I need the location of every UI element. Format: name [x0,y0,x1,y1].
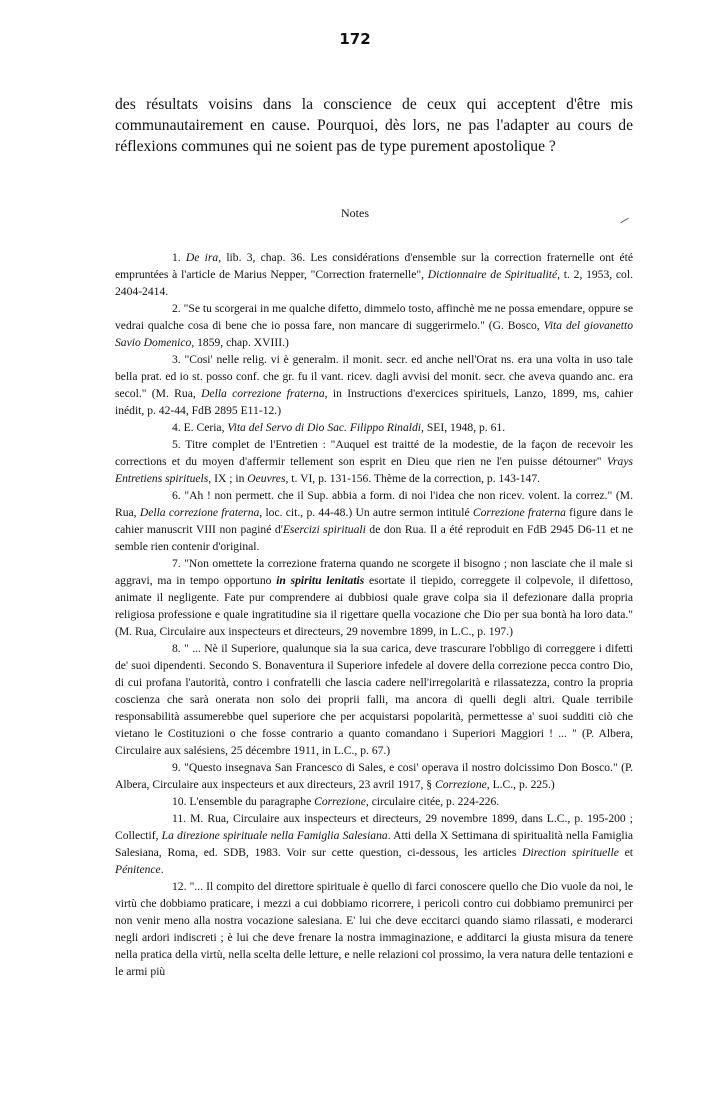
note-2: 2. "Se tu scorgerai in me qualche difetto, dimmelo tosto, affinchè me ne possa emendare, oppure se vedrai qualche cosa di bene che io possa fare, non mancare di suggerirmelo." (G. Bosco, Vita del giovanetto Savio Domenico, 1859, chap. XVIII.) [115,302,633,349]
note-1: 1. De ira, lib. 3, chap. 36. Les considérations d'ensemble sur la correction fraternelle ont été empruntées à l'article de Marius Nepper, "Correction fraternelle", Dictionnaire de Spiritualité, t. 2, 1953, col. 2404-2414. [115,251,634,298]
page-number: 172 [339,30,371,48]
note-12: 12. "... Il compito del direttore spirituale è quello di farci conoscere quello che Dio vuole da noi, le virtù che dobbiamo praticare, i mezzi a cui dobbiamo ricorrere, i pericoli contro cui dobbiamo premunirci per non venir meno alla nostra vocazione salesiana. E' lui che deve eccitarci quando siamo rilassati, e moderarci negli ardori indiscreti ; è lui che deve frenare la nostra immaginazione, e additarci la giusta misura da tenere nella pratica della virtù, nella scelta delle letture, e nelle relazioni col prossimo, la vera natura delle tentazioni e le armi più [115,880,633,978]
note-6: 6. "Ah ! non permett. che il Sup. abbia a form. di noi l'idea che non ricev. volent. la correz." (M. Rua, Della correzione fraterna, loc. cit., p. 44-48.) Un autre sermon intitulé Correzione fraterna figure dans le cahier manuscrit VIII non paginé d'Esercizi spirituali de don Rua. Il a été reproduit en FdB 2945 D6-11 et ne semble rien contenir d'original. [115,489,633,553]
note-4: 4. E. Ceria, Vita del Servo di Dio Sac. Filippo Rinaldi, SEI, 1948, p. 61. [172,421,506,434]
note-11: 11. M. Rua, Circulaire aux inspecteurs et directeurs, 29 novembre 1899, dans L.C., p. 195-200 ; Collectif, La direzione spirituale nella Famiglia Salesiana. Atti della X Settimana di spiritualità nella Famiglia Salesiana, Roma, ed. SDB, 1983. Voir sur cette question, ci-dessous, les articles Direction spirituelle et Pénitence. [115,812,634,876]
notes-heading: Notes [341,206,369,220]
note-8: 8. " ... Nè il Superiore, qualunque sia la sua carica, deve trascurare l'obbligo di correggere i difetti de' suoi dipendenti. Secondo S. Bonaventura il Superiore infedele al dovere della correzione pecca contro Dio, di cui profana l'autorità, contro i confratelli che lascia cadere nell'irregolarità e rilassatezza, contro la propria coscienza che sarà onerata non solo dei proprii falli, ma ancora di quelli degli altri. Quale terribile responsabilità assumerebbe quel superiore che per acquistarsi popolarità, permettesse a' suoi sudditi ciò che vietano le Costituzioni o che fosse contrario a quanto comandano i Superiori Maggiori ! ... " (P. Albera, Circulaire aux salésiens, 25 décembre 1911, in L.C., p. 67.) [115,642,633,757]
intro-paragraph: des résultats voisins dans la conscience de ceux qui acceptent d'être mis communautairement en cause. Pourquoi, dès lors, ne pas l'adapter au cours de réflexions communes qui ne soient pas de type purement apostolique ? [115,96,633,155]
note-5: 5. Titre complet de l'Entretien : "Auquel est traitté de la modestie, de la façon de recevoir les corrections et du moyen d'affermir tellement son esprit en Dieu que rien ne l'en puisse détourner" Vrays Entretiens spirituels, IX ; in Oeuvres, t. VI, p. 131-156. Thème de la correction, p. 143-147. [115,438,633,485]
note-9: 9. "Questo insegnava San Francesco di Sales, e cosi' operava il nostro dolcissimo Don Bosco." (P. Albera, Circulaire aux inspecteurs et aux directeurs, 23 avril 1917, § Correzione, L.C., p. 225.) [115,761,633,791]
notes-list [115,249,633,980]
note-3: 3. "Cosi' nelle relig. vi è generalm. il monit. secr. ed anche nell'Orat ns. era una volta in uso tale bella prat. ed io st. posso conf. che gr. fu il vant. ricev. dagli avvisi del monit. secr. che aveva quando anc. era secol." (M. Rua, Della correzione fraterna, in Instructions d'exercices spirituels, Lanzo, 1899, ms, cahier inédit, p. 42-44, FdB 2895 E11-12.) [115,353,633,417]
note-7: 7. "Non omettete la correzione fraterna quando ne scorgete il bisogno ; non lasciate che il male si aggravi, ma in tempo opportuno in spiritu lenitatis esortate il tiepido, correggete il colpevole, il difettoso, animate il negligente. Fate pur comprendere ai dubbiosi quale grave colpa sia il defezionare dalla propria religiosa professione e quale ingratitudine sia il rigettare quella vocazione che Dio per sua bontà ha loro data." (M. Rua, Circulaire aux inspecteurs et directeurs, 29 novembre 1899, in L.C., p. 197.) [115,557,634,638]
note-10: 10. L'ensemble du paragraphe Correzione, circulaire citée, p. 224-226. [172,795,500,808]
